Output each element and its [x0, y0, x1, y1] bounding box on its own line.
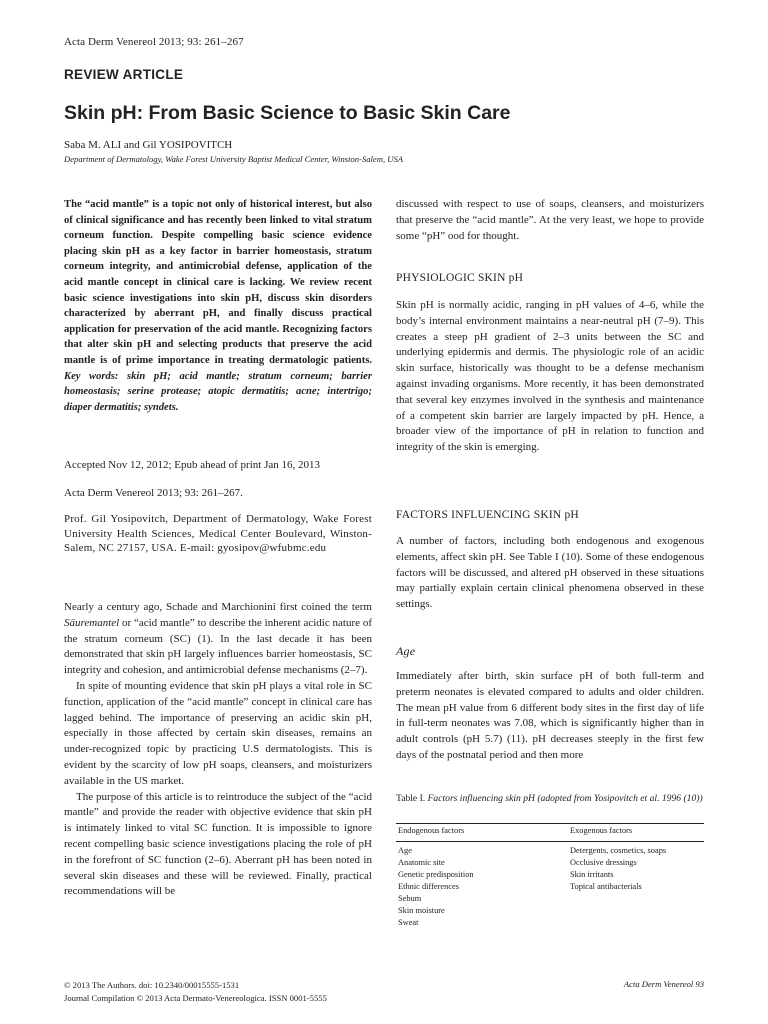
physiologic-paragraph: Skin pH is normally acidic, ranging in pH values of 4–6, while the body’s internal environment maintains a near-neutral pH (7–9). This creates a steep pH gradient of 2–3 units between the SC and underlying epidermis and dermis. The physiologic role of an acidic skin surface, historically was thought to be a defense mechanism against invading organisms. More recently, it has been demonstrated that several key enzymes involved in the synthesis and maintenance of a competent skin barrier are largely impacted by pH. Hence, a broader view of the importance of pH in relation to function and integrity of the skin is emerging. [396, 299, 704, 454]
table-header-endogenous: Endogenous factors [398, 826, 465, 835]
table-cell: Genetic predisposition [398, 870, 474, 879]
abstract-keywords: Key words: skin pH; acid mantle; stratum corneum; barrier homeostasis; serine protease; atopic dermatitis; acne; intertrigo; diaper dermatitis; syndets. [64, 370, 372, 413]
footer-line-1: © 2013 The Authors. doi: 10.2340/00015555-1531 [64, 980, 240, 990]
table-cell: Sebum [398, 894, 422, 903]
table-cell: Detergents, cosmetics, soaps [570, 846, 667, 855]
table-caption-label: Table I. [396, 793, 428, 804]
table-cell: Occlusive dressings [570, 858, 637, 867]
intro-p1-term: Säuremantel [64, 616, 120, 629]
table-caption-text: Factors influencing skin pH (adopted from Yosipovitch et al. 1996 (10)) [427, 793, 703, 804]
journal-citation: Acta Derm Venereol 2013; 93: 261–267 [64, 36, 244, 48]
article-type: REVIEW ARTICLE [64, 67, 184, 82]
intro-paragraph-3: The purpose of this article is to reintroduce the subject of the “acid mantle” and provide the reader with objective evidence that skin pH is intimately linked to vital SC function. It is impossible to ignore recent compelling basic science investigations placing the role of pH in the forefront of SC function (2–6). Aberrant pH has been noted in several skin diseases and these will be reviewed. Finally, practical recommendations will be [64, 790, 372, 898]
abstract-text: The “acid mantle” is a topic not only of historical interest, but also of clinical significance and has recently been linked to vital stratum corneum function. Despite compelling basic science evidence placing skin pH as a key factor in barrier homeostasis, stratum corneum integrity, and antimicrobial defense, application of the acid mantle concept in clinical care is lacking. We review recent basic science investigations into skin pH, discuss skin disorders characterized by aberrant pH, and finally discuss practical application for preservation of the acid mantle. Recognizing factors that alter skin pH and selecting products that preserve the acid mantle is of prime importance in treating dermatologic patients. [64, 199, 372, 366]
article-title: Skin pH: From Basic Science to Basic Skin Care [64, 102, 511, 124]
table-cell: Skin moisture [398, 906, 445, 915]
authors: Saba M. ALI and Gil YOSIPOVITCH [64, 139, 233, 151]
intro-paragraph-2: In spite of mounting evidence that skin pH plays a vital role in SC function, application of the “acid mantle” concept in clinical care has lagged behind. The importance of preserving an acidic skin pH, especially in those affected by certain skin diseases, remains an under-recognized topic by practicing U.S dermatologists. This is evident by the scarcity of low pH soaps, cleansers, and moisturizers available in the US market. [64, 679, 372, 787]
intro-p1-end: or “acid mantle” to describe the inherent acidic nature of the stratum corneum (SC) (1). In the last decade it has been demonstrated that skin pH largely influences barrier homeostasis, SC integrity and cohesion, and antimicrobial defense mechanisms (2–7). [64, 616, 372, 677]
age-paragraph: Immediately after birth, skin surface pH of both full-term and preterm neonates is elevated compared to adults and older children. The mean pH value from 6 different body sites in the first day of life in full-term neonates was 7.08, which is significantly higher than in adult controls (pH 5.7) (11). pH decreases steeply in the first few days of the postnatal period and then more [396, 670, 704, 761]
citation-line: Acta Derm Venereol 2013; 93: 261–267. [64, 487, 243, 499]
exogenous-list [570, 845, 666, 893]
section-heading-physiologic: PHYSIOLOGIC SKIN pH [396, 272, 524, 284]
table-header-rule [396, 841, 704, 842]
endogenous-list [398, 845, 474, 929]
table-cell: Age [398, 846, 412, 855]
factors-paragraph: A number of factors, including both endogenous and exogenous elements, affect skin pH. See Table I (10). Some of these endogenous factors will be discussed, and altered pH observed in these situations may partially explain certain clinical phenomena observed in these settings. [396, 535, 704, 611]
table-header-exogenous: Exogenous factors [570, 826, 633, 835]
table-cell: Skin irritants [570, 870, 614, 879]
abstract [64, 197, 372, 415]
table-cell: Ethnic differences [398, 882, 460, 891]
affiliation: Department of Dermatology, Wake Forest University Baptist Medical Center, Winston-Salem, USA [64, 154, 404, 164]
table-top-rule [396, 823, 704, 824]
section-heading-factors: FACTORS INFLUENCING SKIN pH [396, 509, 579, 521]
intro-p1-start: Nearly a century ago, Schade and Marchionini first coined the term [64, 601, 372, 613]
table-cell: Sweat [398, 918, 419, 927]
footer-line-2: Journal Compilation © 2013 Acta Dermato-Venereologica. ISSN 0001-5555 [64, 993, 327, 1003]
intro-paragraph-1 [64, 600, 372, 679]
table-cell: Anatomic site [398, 858, 445, 867]
correspondence: Prof. Gil Yosipovitch, Department of Dermatology, Wake Forest University Health Sciences, Medical Center Boulevard, Winston-Salem, NC 27157, USA. E-mail: gyosipov@wfubmc.edu [64, 513, 372, 555]
intro-continued: discussed with respect to use of soaps, cleansers, and moisturizers that preserve the “acid mantle”. At the very least, we hope to provide some “pH” ood for thought. [396, 198, 704, 242]
table-caption [396, 792, 704, 805]
subsection-heading-age: Age [396, 644, 416, 658]
introduction [64, 600, 372, 900]
table-cell: Topical antibacterials [570, 882, 642, 891]
accepted-date: Accepted Nov 12, 2012; Epub ahead of print Jan 16, 2013 [64, 459, 320, 471]
footer-copyright [64, 979, 327, 1005]
footer-journal: Acta Derm Venereol 93 [623, 979, 704, 989]
